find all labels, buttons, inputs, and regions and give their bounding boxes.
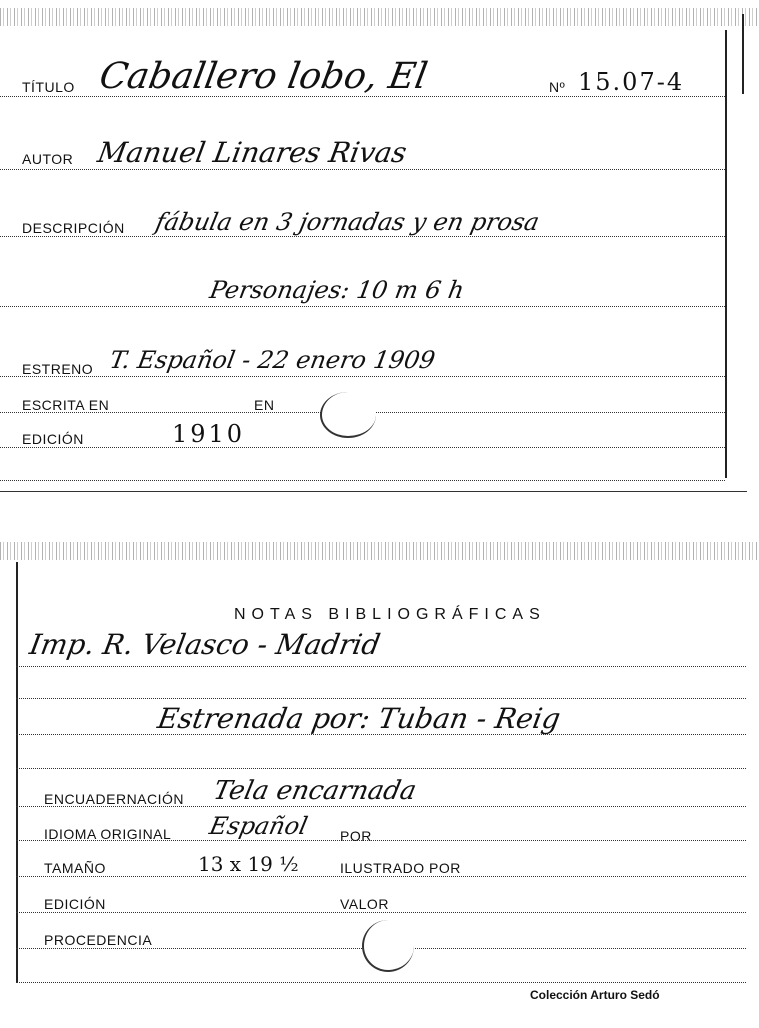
escrita-label: ESCRITA EN (22, 397, 110, 413)
blank-row (0, 446, 725, 481)
scan-noise-bottom (0, 542, 759, 560)
edicion-label: EDICIÓN (22, 431, 84, 447)
card-top-right-edge (725, 30, 727, 478)
edicion2-label: EDICIÓN (44, 896, 106, 912)
tamano-label: TAMAÑO (44, 860, 106, 876)
encuadernacion-label: ENCUADERNACIÓN (44, 791, 185, 807)
estreno-value: T. Español - 22 enero 1909 (107, 346, 438, 374)
ilustrado-label: ILUSTRADO POR (340, 860, 461, 876)
coleccion-stamp: Colección Arturo Sedó (530, 988, 660, 1002)
personajes-value: Personajes: 10 m 6 h (207, 276, 467, 304)
last-row (16, 948, 746, 983)
encuadernacion-value: Tela encarnada (210, 776, 420, 806)
nota-2: Estrenada por: Tuban - Reig (155, 702, 563, 735)
scan-noise-top (0, 8, 759, 26)
notas-title: NOTAS BIBLIOGRÁFICAS (234, 606, 546, 623)
estreno-label: ESTRENO (22, 361, 94, 377)
valor-label: VALOR (340, 896, 389, 912)
nota-1: Imp. R. Velasco - Madrid (27, 628, 383, 661)
descripcion-label: DESCRIPCIÓN (22, 220, 125, 236)
descripcion-value: fábula en 3 jornadas y en prosa (153, 208, 542, 236)
autor-label: AUTOR (22, 151, 74, 167)
autor-value: Manuel Linares Rivas (95, 136, 410, 169)
tamano-value: 13 x 19 ½ (198, 852, 299, 876)
en-label: EN (254, 397, 275, 413)
por-label: POR (340, 828, 372, 844)
idioma-label: IDIOMA ORIGINAL (44, 826, 172, 842)
numero-label: Nº (549, 79, 566, 95)
nota-row-2 (16, 664, 746, 699)
card-divider (0, 491, 747, 492)
edicion-value: 1910 (172, 420, 246, 448)
numero-value: 15.07-4 (578, 68, 685, 96)
edicion-row (0, 413, 725, 448)
procedencia-label: PROCEDENCIA (44, 932, 153, 948)
nota-row-4 (16, 734, 746, 769)
titulo-value: Caballero lobo, El (96, 56, 431, 97)
card-top-outer-right-edge (742, 14, 744, 94)
titulo-label: TÍTULO (22, 79, 75, 95)
idioma-value: Español (207, 812, 311, 840)
